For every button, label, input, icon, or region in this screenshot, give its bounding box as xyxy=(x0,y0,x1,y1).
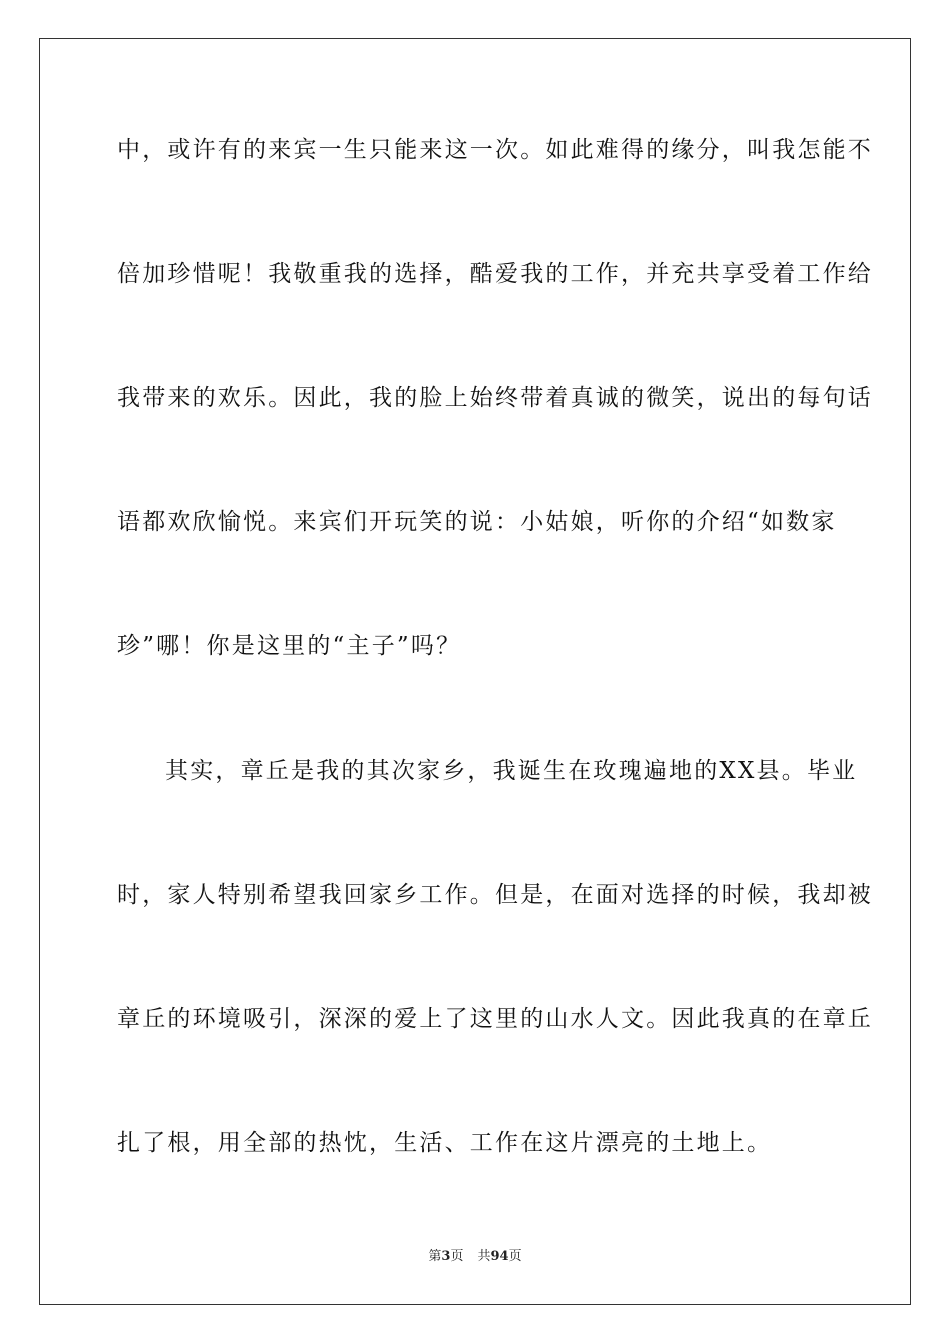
page-footer xyxy=(0,1248,950,1266)
total-pages: 94 xyxy=(490,1249,509,1264)
text-line-9: 扎了根，用全部的热忱，生活、工作在这片漂亮的土地上。 xyxy=(117,1130,773,1156)
paragraph-start-line: 其实，章丘是我的其次家乡，我诞生在玫瑰遍地的XX县。毕业 xyxy=(165,758,858,784)
text-line-7: 时，家人特别希望我回家乡工作。但是，在面对选择的时候，我却被 xyxy=(117,882,873,908)
page-suffix: 页 xyxy=(450,1249,464,1264)
total-suffix: 页 xyxy=(508,1249,522,1264)
text-line-4: 语都欢欣愉悦。来宾们开玩笑的说：小姑娘，听你的介绍“如数家 xyxy=(117,509,837,535)
page-number: 3 xyxy=(441,1249,451,1264)
text-line-5: 珍”哪！你是这里的“主子”吗？ xyxy=(117,633,462,659)
text-line-3: 我带来的欢乐。因此，我的脸上始终带着真诚的微笑，说出的每句话 xyxy=(117,385,873,411)
page-prefix: 第 xyxy=(428,1249,442,1264)
total-prefix: 共 xyxy=(477,1249,491,1264)
text-line-1: 中，或许有的来宾一生只能来这一次。如此难得的缘分，叫我怎能不 xyxy=(117,137,873,163)
text-line-2: 倍加珍惜呢！我敬重我的选择，酷爱我的工作，并充共享受着工作给 xyxy=(117,261,873,287)
text-line-8: 章丘的环境吸引，深深的爱上了这里的山水人文。因此我真的在章丘 xyxy=(117,1006,873,1032)
page-border xyxy=(39,38,911,1305)
